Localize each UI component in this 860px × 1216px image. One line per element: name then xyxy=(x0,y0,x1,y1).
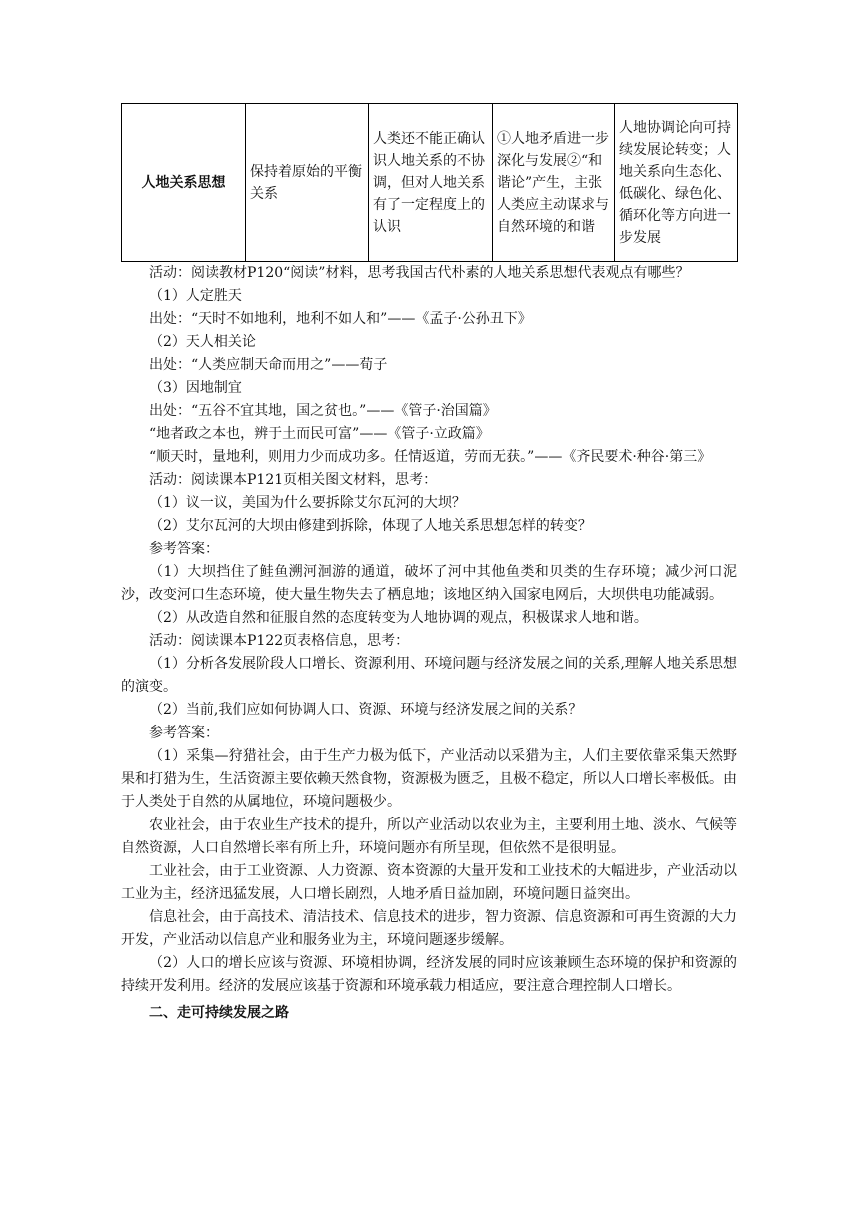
paragraph: （2）天人相关论 xyxy=(149,334,256,350)
paragraph: 活动：阅读课本P122页表格信息，思考： xyxy=(149,633,410,649)
paragraph: 出处：“五谷不宜其地，国之贫也。”——《管子·治国篇》 xyxy=(149,403,497,419)
paragraph: 出处：“人类应制天命而用之”——荀子 xyxy=(149,357,388,373)
paragraph: （1）大坝挡住了鲑鱼溯河洄游的通道，破坏了河中其他鱼类和贝类的生存环境；减少河口泥沙，改变河口生态环境，使大量生物失去了栖息地；该地区纳入国家电网后，大坝供电功能减弱。 xyxy=(121,564,737,603)
paragraph: （2）人口的增长应该与资源、环境相协调，经济发展的同时应该兼顾生态环境的保护和资源的持续开发利用。经济的发展应该基于资源和环境承载力相适应，要注意合理控制人口增长。 xyxy=(121,955,737,994)
paragraph: （1）分析各发展阶段人口增长、资源利用、环境问题与经济发展之间的关系,理解人地关系思想的演变。 xyxy=(121,656,737,695)
paragraph: 参考答案： xyxy=(149,725,219,741)
paragraph: （1）议一议，美国为什么要拆除艾尔瓦河的大坝？ xyxy=(149,495,466,511)
paragraph: 活动：阅读课本P121页相关图文材料，思考： xyxy=(149,472,438,488)
paragraph: “地者政之本也，辨于土而民可富”——《管子·立政篇》 xyxy=(149,426,490,442)
table-row xyxy=(122,104,738,262)
paragraph: 活动：阅读教材P120“阅读”材料，思考我国古代朴素的人地关系思想代表观点有哪些？ xyxy=(149,265,690,281)
paragraph: （3）因地制宜 xyxy=(149,380,242,396)
paragraph: （2）从改造自然和征服自然的态度转变为人地协调的观点，积极谋求人地和谐。 xyxy=(149,610,648,626)
paragraph: 工业社会，由于工业资源、人力资源、资本资源的大量开发和工业技术的大幅进步，产业活动以工业为主，经济迅猛发展，人口增长剧烈，人地矛盾日益加剧，环境问题日益突出。 xyxy=(121,863,737,902)
table-cell: 人类还不能正确认识人地关系的不协调，但对人地关系有了一定程度上的认识 xyxy=(369,104,493,262)
document-body xyxy=(121,262,737,1025)
row-header-cell: 人地关系思想 xyxy=(122,104,246,262)
table-cell: 保持着原始的平衡关系 xyxy=(246,104,369,262)
paragraph: 农业社会，由于农业生产技术的提升，所以产业活动以农业为主，主要利用土地、淡水、气候等自然资源，人口自然增长率有所上升，环境问题亦有所呈现，但依然不是很明显。 xyxy=(121,817,737,856)
paragraph: 出处：“天时不如地利，地利不如人和”——《孟子·公孙丑下》 xyxy=(149,311,532,327)
human-land-relation-table xyxy=(121,103,738,262)
section-heading: 二、走可持续发展之路 xyxy=(149,1005,289,1021)
paragraph: （2）艾尔瓦河的大坝由修建到拆除，体现了人地关系思想怎样的转变？ xyxy=(149,518,592,534)
paragraph: “顺天时，量地利，则用力少而成功多。任情返道，劳而无获。”——《齐民要术·种谷·第三》 xyxy=(149,449,712,465)
table-cell: 人地协调论向可持续发展论转变；人地关系向生态化、低碳化、绿色化、循环化等方向进一步发展 xyxy=(615,104,738,262)
paragraph: （1）采集—狩猎社会，由于生产力极为低下，产业活动以采猎为主，人们主要依靠采集天然野果和打猎为生，生活资源主要依赖天然食物，资源极为匮乏，且极不稳定，所以人口增长率极低。由于人类处于自然的从属地位，环境问题极少。 xyxy=(121,748,737,810)
paragraph: （2）当前,我们应如何协调人口、资源、环境与经济发展之间的关系？ xyxy=(149,702,583,718)
paragraph: 参考答案： xyxy=(149,541,219,557)
table-cell: ①人地矛盾进一步深化与发展②“和谐论”产生，主张人类应主动谋求与自然环境的和谐 xyxy=(493,104,615,262)
paragraph: 信息社会，由于高技术、清洁技术、信息技术的进步，智力资源、信息资源和可再生资源的大力开发，产业活动以信息产业和服务业为主，环境问题逐步缓解。 xyxy=(121,909,737,948)
paragraph: （1）人定胜天 xyxy=(149,288,242,304)
